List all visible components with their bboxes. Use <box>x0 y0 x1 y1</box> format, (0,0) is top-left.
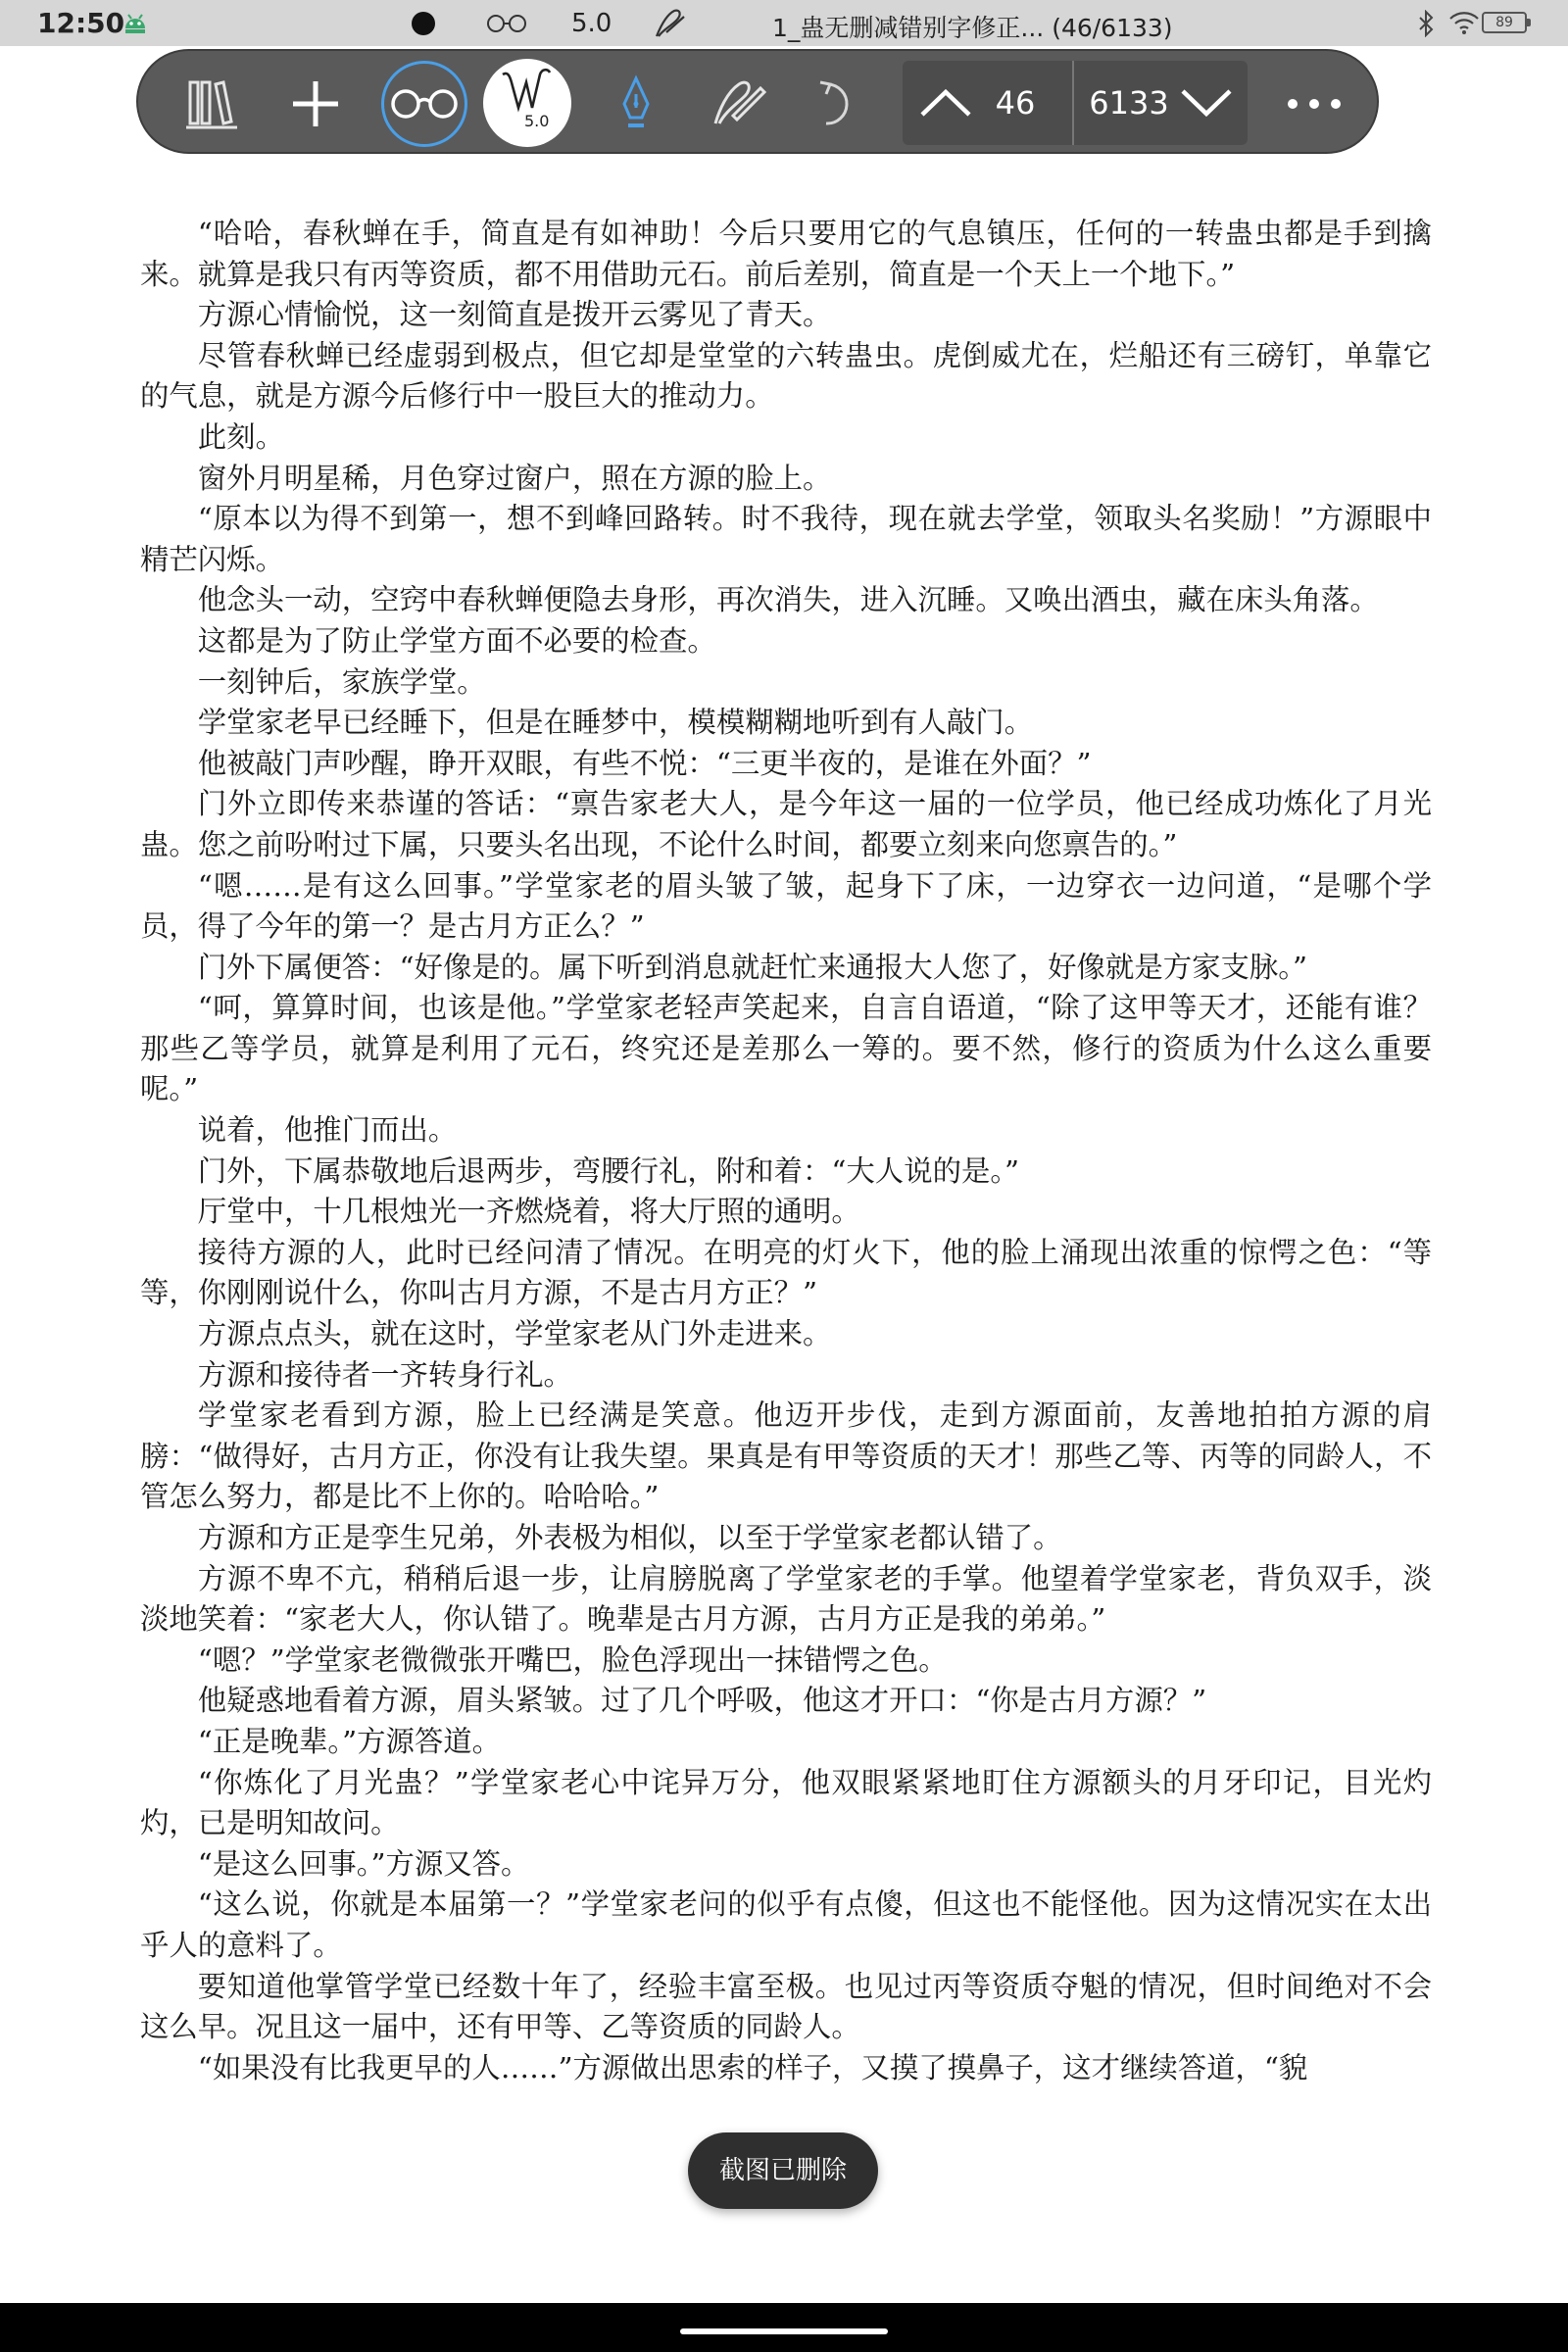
total-pages-number[interactable]: 6133 <box>1089 84 1169 122</box>
library-icon <box>184 76 239 131</box>
paragraph: “嗯……是有这么回事。”学堂家老的眉头皱了皱，起身下了床，一边穿衣一边问道，“是哪个学员，得了今年的第一？是古月方正么？” <box>140 868 1432 944</box>
paragraph: 门外，下属恭敬地后退两步，弯腰行礼，附和着：“大人说的是。” <box>197 1153 1020 1188</box>
paragraph: 厅堂中，十几根烛光一齐燃烧着，将大厅照的通明。 <box>197 1195 860 1229</box>
signature-pen-icon <box>710 76 768 131</box>
handwriting-button[interactable] <box>483 59 571 147</box>
plus-icon <box>289 77 342 130</box>
library-button[interactable] <box>177 51 246 156</box>
system-nav-bar <box>0 2303 1568 2352</box>
paragraph: 一刻钟后，家族学堂。 <box>197 664 486 699</box>
paragraph: “原本以为得不到第一，想不到峰回路转。时不我待，现在就去学堂，领取头名奖励！”方源眼中精芒闪烁。 <box>140 502 1432 576</box>
paragraph: 方源心情愉悦，这一刻简直是拨开云雾见了青天。 <box>197 298 832 332</box>
status-version: 5.0 <box>571 9 612 38</box>
paragraph: “是这么回事。”方源又答。 <box>197 1846 530 1881</box>
paragraph: 门外下属便答：“好像是的。属下听到消息就赶忙来通报大人您了，好像就是方家支脉。” <box>197 950 1307 984</box>
status-time: 12:50 <box>37 7 125 39</box>
paragraph: 说着，他推门而出。 <box>197 1113 458 1148</box>
add-button[interactable] <box>281 51 350 156</box>
reader-toolbar <box>136 49 1379 154</box>
battery-indicator: 89 <box>1482 12 1527 33</box>
recording-dot-icon <box>412 12 435 35</box>
fountain-pen-icon <box>616 74 656 133</box>
signature-status-icon <box>653 7 688 40</box>
paragraph: 他疑惑地看着方源，眉头紧皱。过了几个呼吸，他这才开口：“你是古月方源？” <box>197 1684 1207 1718</box>
paragraph: 此刻。 <box>197 419 284 454</box>
pen-tool-button[interactable] <box>607 51 665 156</box>
paragraph: “呵，算算时间，也该是他。”学堂家老轻声笑起来，自言自语道，“除了这甲等天才，还能有谁？那些乙等学员，就算是利用了元石，终究还是差那么一筹的。要不然，修行的资质为什么这么重要呢。” <box>140 991 1432 1106</box>
paragraph: “这么说，你就是本届第一？”学堂家老问的似乎有点傻，但这也不能怪他。因为这情况实在太出乎人的意料了。 <box>140 1887 1432 1962</box>
paragraph: “哈哈，春秋蝉在手，简直是有如神助！今后只要用它的气息镇压，任何的一转蛊虫都是手到擒来。就算是我只有丙等资质，都不用借助元石。前后差别，简直是一个天上一个地下。” <box>140 217 1432 291</box>
paragraph: 接待方源的人，此时已经问清了情况。在明亮的灯火下，他的脸上涌现出浓重的惊愕之色：“等等，你刚刚说什么，你叫古月方源，不是古月方正？” <box>140 1235 1432 1310</box>
next-page-button[interactable] <box>1177 61 1236 145</box>
glasses-status-icon <box>484 13 529 34</box>
paragraph: 尽管春秋蝉已经虚弱到极点，但它却是堂堂的六转蛊虫。虎倒威尤在，烂船还有三磅钉，单靠它的气息，就是方源今后修行中一股巨大的推动力。 <box>140 338 1432 414</box>
paragraph: “嗯？”学堂家老微微张开嘴巴，脸色浮现出一抹错愕之色。 <box>197 1642 948 1677</box>
paragraph: 要知道他掌管学堂已经数十年了，经验丰富至极。也见过丙等资质夺魁的情况，但时间绝对不会这么早。况且这一届中，还有甲等、乙等资质的同龄人。 <box>140 1969 1432 2044</box>
more-dots-icon <box>1285 97 1344 111</box>
status-bar <box>0 0 1568 46</box>
page-navigator <box>903 61 1248 145</box>
previous-page-button[interactable] <box>916 61 975 145</box>
paragraph: 这都是为了防止学堂方面不必要的检查。 <box>197 623 716 658</box>
undo-icon <box>816 76 859 131</box>
paragraph: 门外立即传来恭谨的答话：“禀告家老大人，是今年这一届的一位学员，他已经成功炼化了月光蛊。您之前吩咐过下属，只要头名出现，不论什么时间，都要立刻来向您禀告的。” <box>140 787 1432 861</box>
paragraph: 方源和接待者一齐转身行礼。 <box>197 1357 572 1392</box>
reading-mode-button[interactable] <box>381 61 467 147</box>
paragraph: 方源和方正是孪生兄弟，外表极为相似，以至于学堂家老都认错了。 <box>197 1521 1062 1554</box>
undo-button[interactable] <box>808 51 867 156</box>
book-page-text <box>140 214 1432 2088</box>
paragraph: 学堂家老看到方源，脸上已经满是笑意。他迈开步伐，走到方源面前，友善地拍拍方源的肩膀：“做得好，古月方正，你没有让我失望。果真是有甲等资质的天才！那些乙等、丙等的同龄人，不管怎么努力，都是比不上你的。哈哈哈。” <box>140 1398 1432 1514</box>
paragraph: 窗外月明星稀，月色穿过窗户，照在方源的脸上。 <box>197 461 832 495</box>
document-title: 1_蛊无删减错别字修正... (46/6133) <box>772 14 1173 42</box>
bluetooth-icon <box>1417 10 1435 37</box>
paragraph: 他念头一动，空窍中春秋蝉便隐去身形，再次消失，进入沉睡。又唤出酒虫，藏在床头角落。 <box>197 583 1379 617</box>
chevron-up-icon <box>919 88 972 118</box>
current-page-number[interactable]: 46 <box>995 84 1036 122</box>
handwriting-version: 5.0 <box>524 112 550 130</box>
more-options-button[interactable] <box>1275 51 1353 156</box>
signature-button[interactable] <box>705 51 773 156</box>
android-debug-icon <box>122 9 149 36</box>
paragraph: 他被敲门声吵醒，睁开双眼，有些不悦：“三更半夜的，是谁在外面？” <box>197 746 1092 780</box>
home-gesture-handle[interactable] <box>680 2328 888 2334</box>
toast-message: 截图已删除 <box>688 2132 878 2209</box>
paragraph: “正是晚辈。”方源答道。 <box>197 1724 502 1758</box>
paragraph: 方源不卑不亢，稍稍后退一步，让肩膀脱离了学堂家老的手掌。他望着学堂家老，背负双手，淡淡地笑着：“家老大人，你认错了。晚辈是古月方源，古月方正是我的弟弟。” <box>140 1561 1432 1637</box>
glasses-icon <box>388 84 461 123</box>
page-divider <box>1072 61 1074 145</box>
paragraph: “你炼化了月光蛊？”学堂家老心中诧异万分，他双眼紧紧地盯住方源额头的月牙印记，目光灼灼，已是明知故问。 <box>140 1765 1432 1840</box>
chevron-down-icon <box>1180 88 1233 118</box>
wifi-icon <box>1448 10 1480 35</box>
paragraph: 方源点点头，就在这时，学堂家老从门外走进来。 <box>197 1317 832 1351</box>
paragraph: “如果没有比我更早的人……”方源做出思索的样子，又摸了摸鼻子，这才继续答道，“貌 <box>197 2050 1308 2084</box>
paragraph: 学堂家老早已经睡下，但是在睡梦中，模模糊糊地听到有人敲门。 <box>197 706 1034 740</box>
